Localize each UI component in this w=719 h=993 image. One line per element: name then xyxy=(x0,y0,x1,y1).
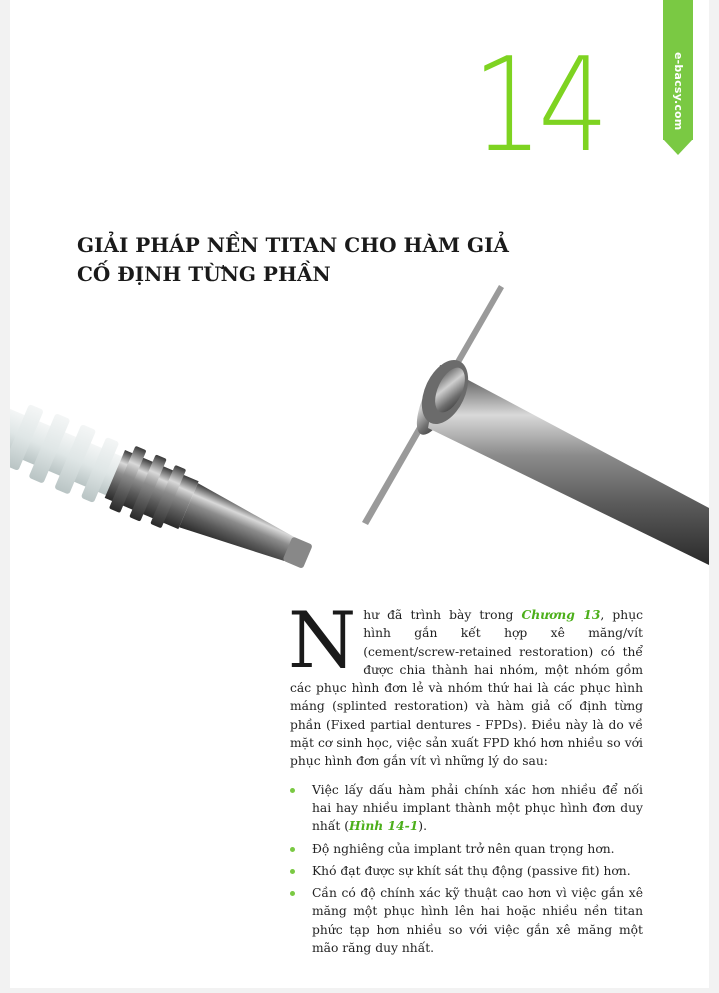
list-item xyxy=(312,840,643,858)
list-item-text-end: ). xyxy=(418,819,427,834)
implant-photo xyxy=(10,280,709,600)
intro-paragraph xyxy=(288,596,644,771)
dropcap: N xyxy=(288,596,357,686)
list-item xyxy=(312,862,643,880)
intro-text-b: , phục hình gắn kết hợp xê măng/vít (cement/screw-retained restoration) có thể được chia thành hai nhóm, một nhóm gồm các phục hình đơn lẻ và nhóm thứ hai là các phục hình máng (splinted restoration) và hàm giả cố định từng phần (Fixed partial dentures - FPDs). Điều này là do về mặt cơ sinh học, việc sản xuất FPD khó hơn nhiều so với phục hình đơn gắn vít vì những lý do sau: xyxy=(290,608,644,769)
chapter-ref-link[interactable]: Chương 13 xyxy=(521,607,601,622)
reasons-list xyxy=(290,781,643,958)
list-item xyxy=(312,884,643,957)
chapter-title-line1: GIẢI PHÁP NỀN TITAN CHO HÀM GIẢ xyxy=(77,233,509,257)
side-tab-tip xyxy=(663,139,693,155)
list-item-text: Độ nghiêng của implant trở nên quan trọng hơn. xyxy=(312,841,615,856)
bullet-icon xyxy=(290,869,295,874)
list-item-text: Khó đạt được sự khít sát thụ động (passive fit) hơn. xyxy=(312,863,631,878)
intro-text-a: hư đã trình bày trong xyxy=(363,608,522,622)
list-item xyxy=(312,781,643,836)
figure-ref-link[interactable]: Hình 14-1 xyxy=(349,818,419,834)
side-tab-text: e-bacsy.com xyxy=(672,52,685,131)
chapter-title-line2: CỐ ĐỊNH TỪNG PHẦN xyxy=(77,262,331,286)
bullet-icon xyxy=(290,891,295,896)
bullet-icon xyxy=(290,847,295,852)
body-text xyxy=(288,596,644,961)
page xyxy=(10,0,709,988)
bullet-icon xyxy=(290,788,295,793)
chapter-number: 14 xyxy=(472,29,604,181)
list-item-text: Việc lấy dấu hàm phải chính xác hơn nhiều để nối hai hay nhiều implant thành một phục hình đơn duy nhất ( xyxy=(312,782,643,834)
list-item-text: Cần có độ chính xác kỹ thuật cao hơn vì việc gắn xê măng một phục hình lên hai hoặc nhiều nền titan phức tạp hơn nhiều so với việc gắn xê măng một mão răng duy nhất. xyxy=(312,886,643,956)
implant-analog-shape xyxy=(102,443,322,588)
titanium-base-shape xyxy=(362,285,709,565)
